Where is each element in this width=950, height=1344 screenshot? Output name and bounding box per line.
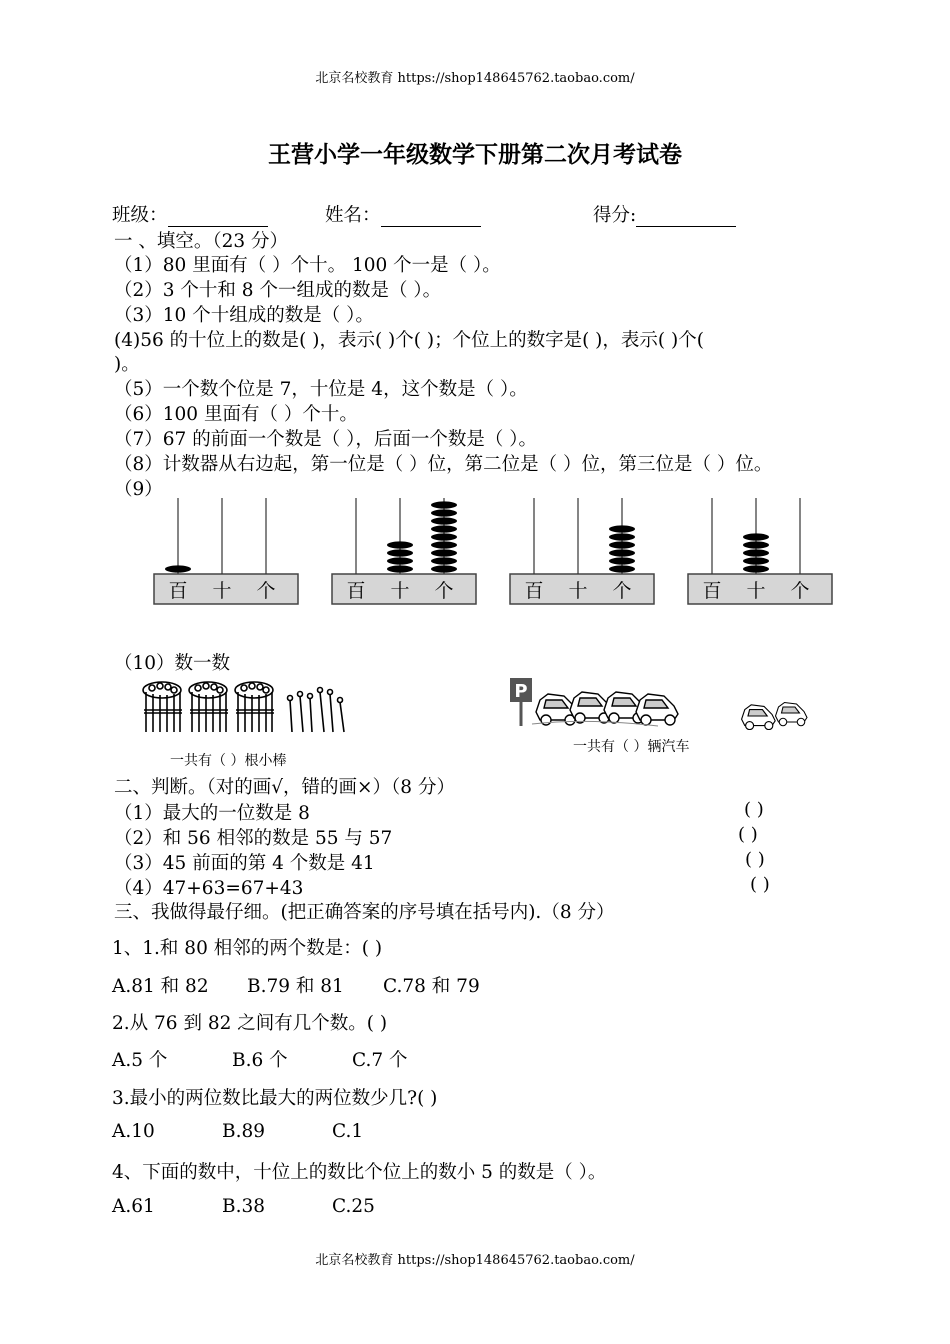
- abacus-bead: [387, 541, 413, 548]
- class-blank[interactable]: [168, 208, 268, 227]
- abacus-bead: [609, 549, 635, 556]
- abacus-place-label: 个: [256, 580, 276, 602]
- abacus-place-label: 十: [212, 580, 232, 602]
- s1-q4b: )。: [114, 354, 140, 375]
- abacus-bead: [431, 525, 457, 532]
- abacus-bead: [387, 557, 413, 564]
- s2-item-2: （2）和 56 相邻的数是 55 与 57: [114, 828, 393, 849]
- page-header: 北京名校教育 https://shop148645762.taobao.com/: [315, 71, 635, 86]
- page-title: 王营小学一年级数学下册第二次月考试卷: [268, 141, 682, 168]
- sticks-picture: [140, 680, 355, 735]
- score-field: [593, 201, 736, 227]
- abacus-place-label: 百: [702, 580, 722, 602]
- section2-heading: 二、判断。（对的画√，错的画×）（8 分）: [114, 777, 455, 798]
- abacus-place-label: 百: [524, 580, 544, 602]
- s3-option-1a: A.81 和 82: [112, 976, 209, 997]
- s3-option-2c: C.7 个: [352, 1050, 408, 1071]
- abacus-bead: [165, 565, 191, 572]
- section3-heading: 三、我做得最仔细。(把正确答案的序号填在括号内).（8 分）: [114, 902, 615, 923]
- s2-answer-1[interactable]: ( ): [744, 799, 764, 820]
- class-label: 班级：: [112, 205, 168, 226]
- abacus: [688, 498, 832, 604]
- class-field: [112, 201, 268, 227]
- abacus-bead: [743, 565, 769, 572]
- abacus-place-label: 个: [612, 580, 632, 602]
- s3-question-3: 3.最小的两位数比最大的两位数少几?( ): [112, 1088, 438, 1109]
- s3-option-4a: A.61: [112, 1196, 155, 1217]
- svg-text:P: P: [514, 681, 528, 702]
- s3-option-3b: B.89: [222, 1121, 266, 1142]
- abacus: [332, 498, 476, 604]
- abacus-bead: [431, 565, 457, 572]
- name-label: 姓名：: [325, 205, 381, 226]
- abacus-place-label: 个: [790, 580, 810, 602]
- s3-question-2: 2.从 76 到 82 之间有几个数。( ): [112, 1013, 388, 1034]
- s3-option-3c: C.1: [332, 1121, 364, 1142]
- abacus-bead: [431, 509, 457, 516]
- abacus-bead: [743, 557, 769, 564]
- stick-bundle: [235, 682, 274, 732]
- s1-q10: （10）数一数: [114, 653, 231, 674]
- s1-q2: （2）3 个十和 8 个一组成的数是（ ）。: [114, 280, 442, 301]
- stick-bundle: [143, 682, 182, 732]
- s2-item-3: （3）45 前面的第 4 个数是 41: [114, 853, 375, 874]
- abacus-bead: [609, 565, 635, 572]
- abacus-bead: [609, 541, 635, 548]
- s3-option-2b: B.6 个: [232, 1050, 288, 1071]
- abacus-bead: [431, 533, 457, 540]
- abacus-bead: [431, 541, 457, 548]
- s1-q3: （3）10 个十组成的数是（ ）。: [114, 305, 374, 326]
- s2-answer-2[interactable]: ( ): [738, 824, 758, 845]
- s3-question-4: 4、下面的数中，十位上的数比个位上的数小 5 的数是（ ）。: [112, 1162, 607, 1183]
- abacus-bead: [609, 525, 635, 532]
- abacus-bead: [743, 541, 769, 548]
- s3-option-1c: C.78 和 79: [383, 976, 480, 997]
- abacus: [154, 498, 298, 604]
- s2-item-4: （4）47+63=67+43: [114, 878, 304, 899]
- page-footer: 北京名校教育 https://shop148645762.taobao.com/: [315, 1253, 635, 1268]
- name-field: [325, 201, 481, 227]
- s3-option-3a: A.10: [112, 1121, 155, 1142]
- s3-option-4b: B.38: [222, 1196, 266, 1217]
- sticks-caption: 一共有（ ）根小棒: [170, 753, 287, 769]
- s1-q6: （6）100 里面有（ ）个十。: [114, 404, 358, 425]
- score-label: 得分:: [593, 205, 637, 226]
- name-blank[interactable]: [381, 208, 481, 227]
- s1-q5: （5）一个数个位是 7，十位是 4，这个数是（ ）。: [114, 379, 528, 400]
- abacus-place-label: 十: [390, 580, 410, 602]
- s1-q7: （7）67 的前面一个数是（ ），后面一个数是（ ）。: [114, 429, 537, 450]
- abacus-place-label: 百: [168, 580, 188, 602]
- abacus-bead: [387, 565, 413, 572]
- car: [776, 703, 808, 726]
- abacus-place-label: 十: [746, 580, 766, 602]
- s2-item-1: （1）最大的一位数是 8: [114, 803, 310, 824]
- abacus-bead: [431, 501, 457, 508]
- abacus-bead: [609, 557, 635, 564]
- s2-answer-3[interactable]: ( ): [745, 849, 765, 870]
- abacus-bead: [609, 533, 635, 540]
- s1-q1: （1）80 里面有（ ）个十。 100 个一是（ ）。: [114, 255, 501, 276]
- abacus-bead: [743, 549, 769, 556]
- abacus-bead: [431, 517, 457, 524]
- abacus-place-label: 个: [434, 580, 454, 602]
- car: [742, 705, 776, 730]
- s1-q9: （9）: [114, 479, 163, 500]
- s3-option-1b: B.79 和 81: [247, 976, 344, 997]
- abacus-place-label: 十: [568, 580, 588, 602]
- s3-option-4c: C.25: [332, 1196, 375, 1217]
- car: [636, 694, 678, 725]
- abacus-place-label: 百: [346, 580, 366, 602]
- abacus-bead: [387, 549, 413, 556]
- abacus-bead: [431, 557, 457, 564]
- score-blank[interactable]: [636, 208, 736, 227]
- abacus-bead: [743, 533, 769, 540]
- cars-picture: [508, 674, 808, 730]
- abacus: [510, 498, 654, 604]
- s3-option-2a: A.5 个: [112, 1050, 168, 1071]
- s1-q4a: (4)56 的十位上的数是( )，表示( )个( )；个位上的数字是( )，表示( )个(: [114, 330, 704, 351]
- s3-question-1: 1、1.和 80 相邻的两个数是：( ): [112, 938, 383, 959]
- cars-caption: 一共有（ ）辆汽车: [573, 739, 690, 755]
- s2-answer-4[interactable]: ( ): [750, 874, 770, 895]
- section1-heading: 一 、填空。（23 分）: [114, 231, 289, 252]
- abacus-bead: [431, 549, 457, 556]
- stick-bundle: [189, 682, 228, 732]
- abacus-figures: [0, 490, 950, 615]
- loose-sticks: [288, 688, 345, 733]
- s1-q8: （8）计数器从右边起，第一位是（ ）位，第二位是（ ）位，第三位是（ ）位。: [114, 454, 773, 475]
